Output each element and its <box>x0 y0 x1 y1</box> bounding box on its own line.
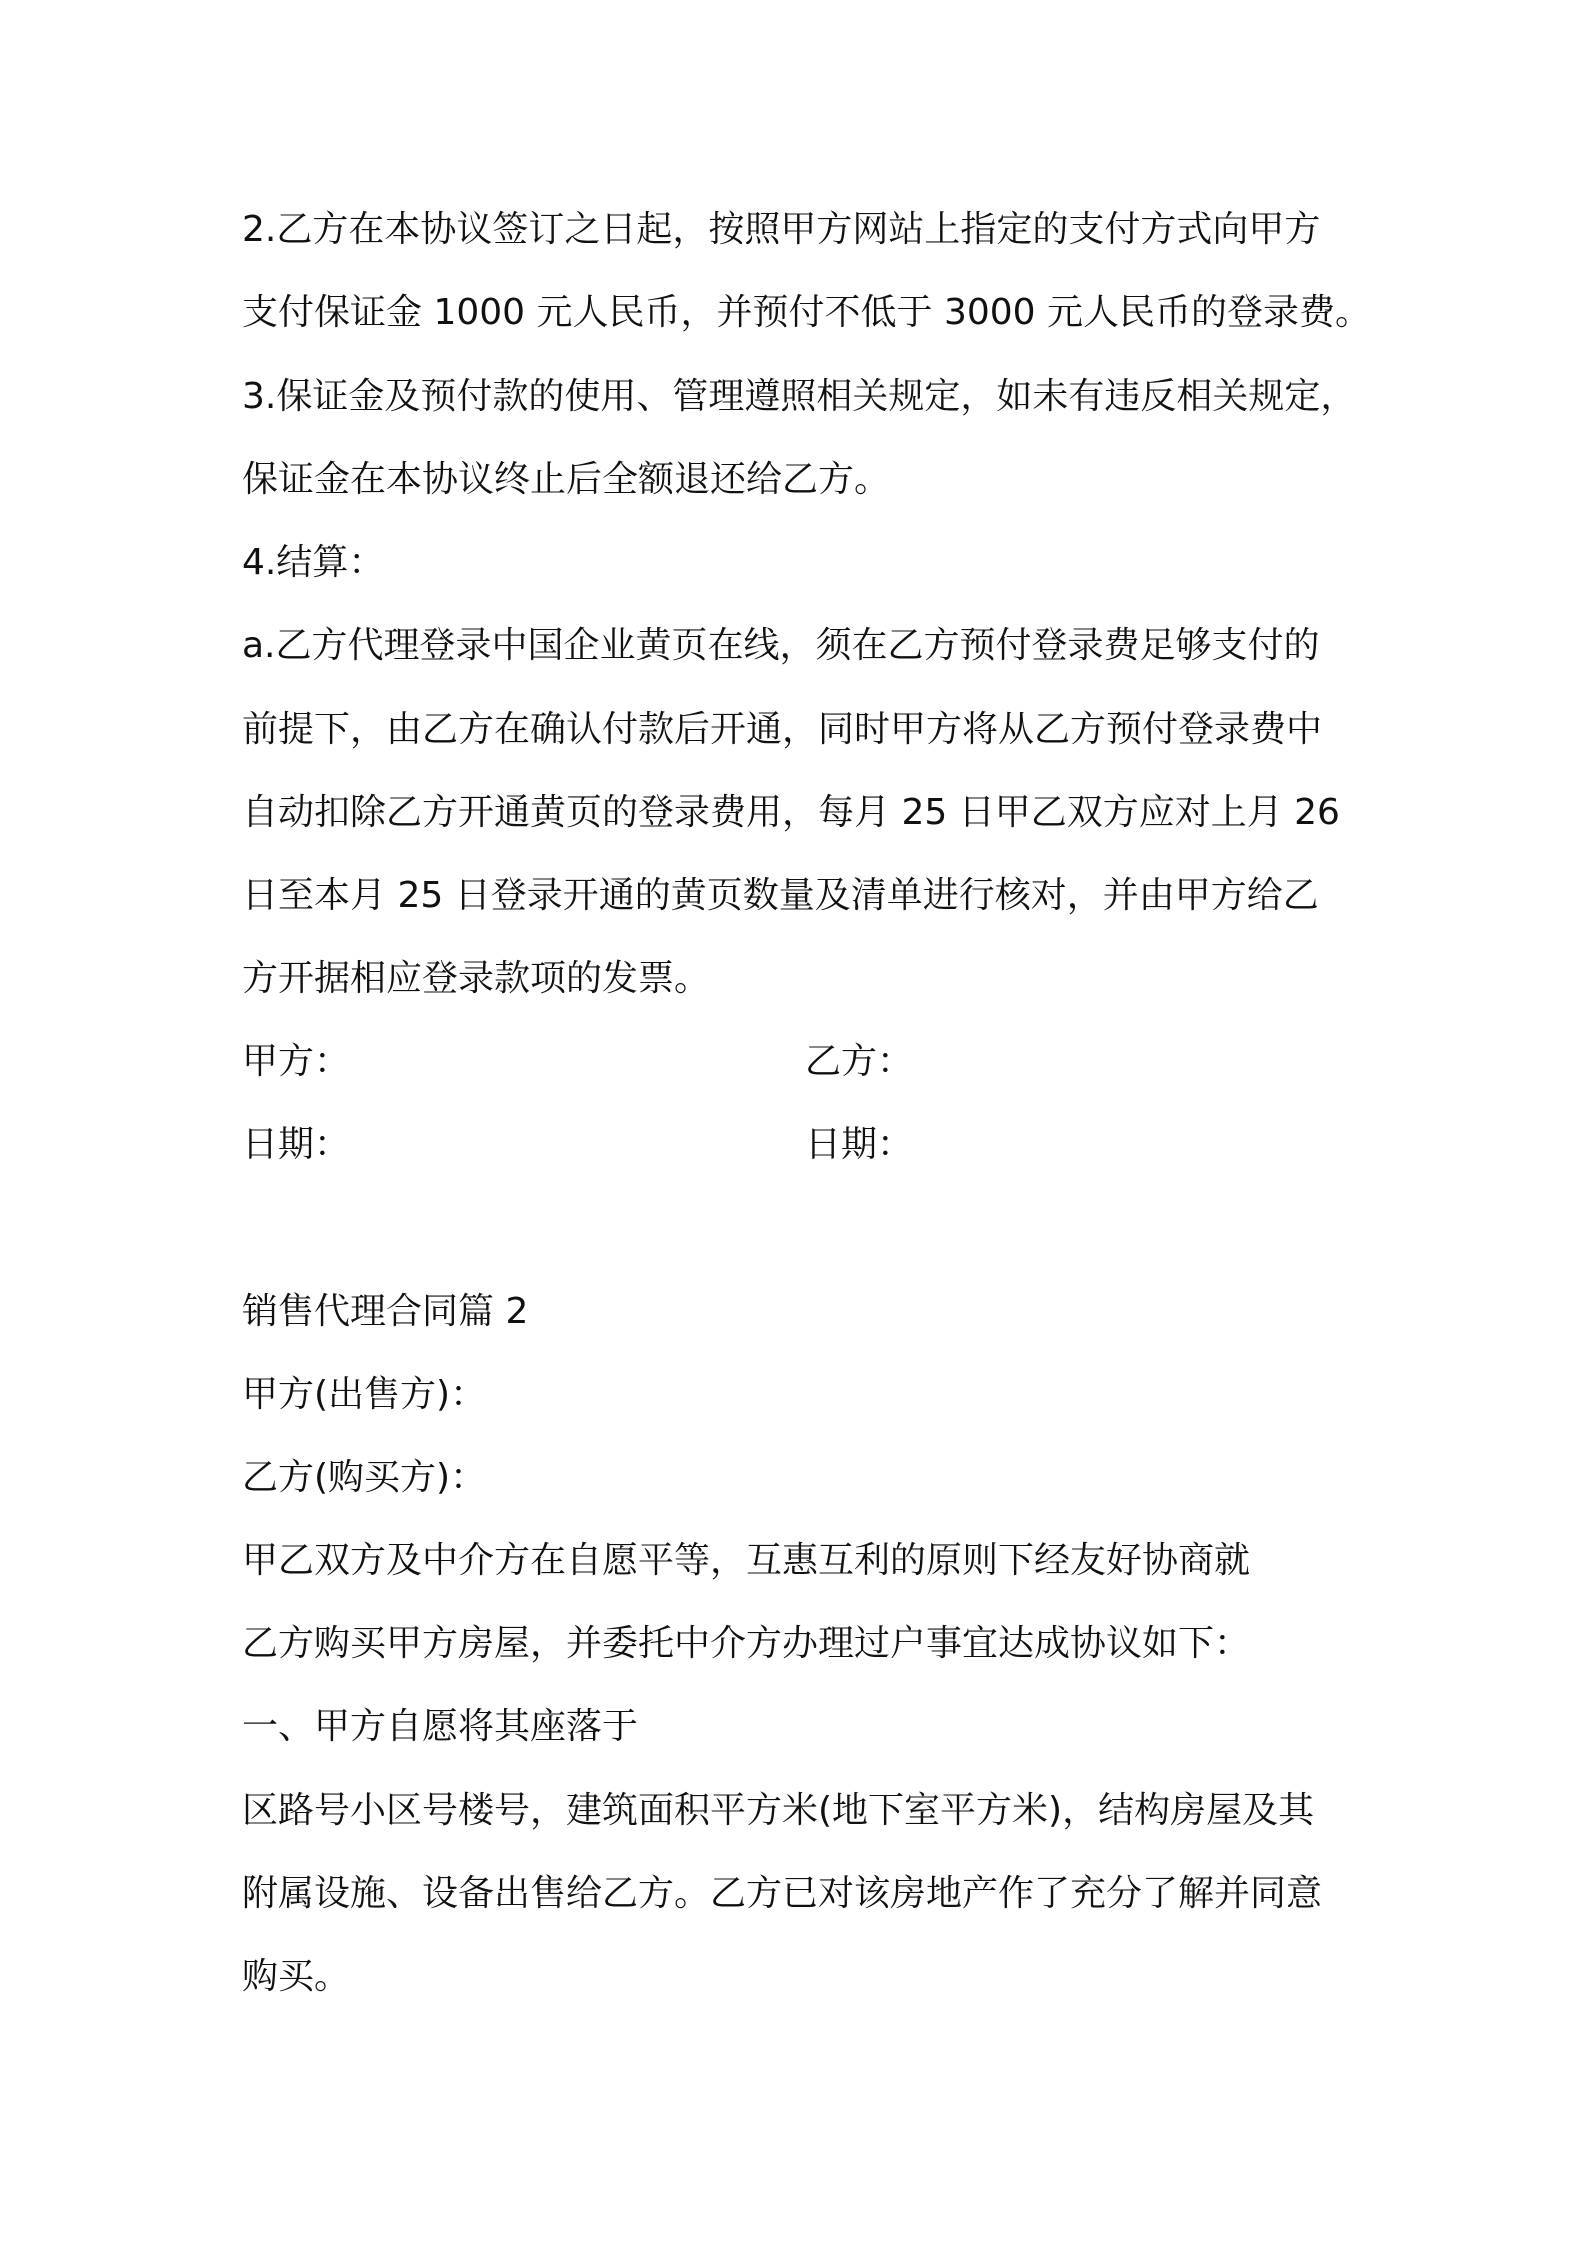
paragraph-line: 甲乙双方及中介方在自愿平等，互惠互利的原则下经友好协商就 <box>242 1540 1251 1581</box>
paragraph-line: 附属设施、设备出售给乙方。乙方已对该房地产作了充分了解并同意 <box>242 1873 1323 1914</box>
paragraph-line: 乙方购买甲方房屋，并委托中介方办理过户事宜达成协议如下： <box>242 1623 1251 1664</box>
paragraph-line: 前提下，由乙方在确认付款后开通，同时甲方将从乙方预付登录费中 <box>242 709 1323 750</box>
paragraph-line: 乙方(购买方)： <box>242 1457 487 1498</box>
paragraph-line: 保证金在本协议终止后全额退还给乙方。 <box>242 459 891 500</box>
paragraph-line: 一、甲方自愿将其座落于 <box>242 1706 639 1747</box>
party-b-label: 乙方： <box>805 1041 914 1082</box>
paragraph-line: 方开据相应登录款项的发票。 <box>242 958 711 999</box>
date-label-a: 日期： <box>242 1124 351 1165</box>
paragraph-line: 3.保证金及预付款的使用、管理遵照相关规定，如未有违反相关规定， <box>242 376 1357 417</box>
paragraph-line: 甲方(出售方)： <box>242 1374 487 1415</box>
paragraph-line: 日至本月 25 日登录开通的黄页数量及清单进行核对，并由甲方给乙 <box>242 875 1319 916</box>
date-label-b: 日期： <box>805 1124 914 1165</box>
paragraph-line: 自动扣除乙方开通黄页的登录费用，每月 25 日甲乙双方应对上月 26 <box>242 792 1340 833</box>
paragraph-line: 购买。 <box>242 1956 351 1997</box>
paragraph-line: 区路号小区号楼号，建筑面积平方米(地下室平方米)，结构房屋及其 <box>242 1790 1315 1831</box>
paragraph-line: 支付保证金 1000 元人民币，并预付不低于 3000 元人民币的登录费。 <box>242 292 1372 333</box>
paragraph-line: 2.乙方在本协议签订之日起，按照甲方网站上指定的支付方式向甲方 <box>242 209 1321 250</box>
section-title: 销售代理合同篇 2 <box>242 1291 529 1332</box>
party-a-label: 甲方： <box>242 1041 351 1082</box>
paragraph-line: 4.结算： <box>242 542 385 583</box>
paragraph-line: a.乙方代理登录中国企业黄页在线，须在乙方预付登录费足够支付的 <box>242 625 1320 666</box>
